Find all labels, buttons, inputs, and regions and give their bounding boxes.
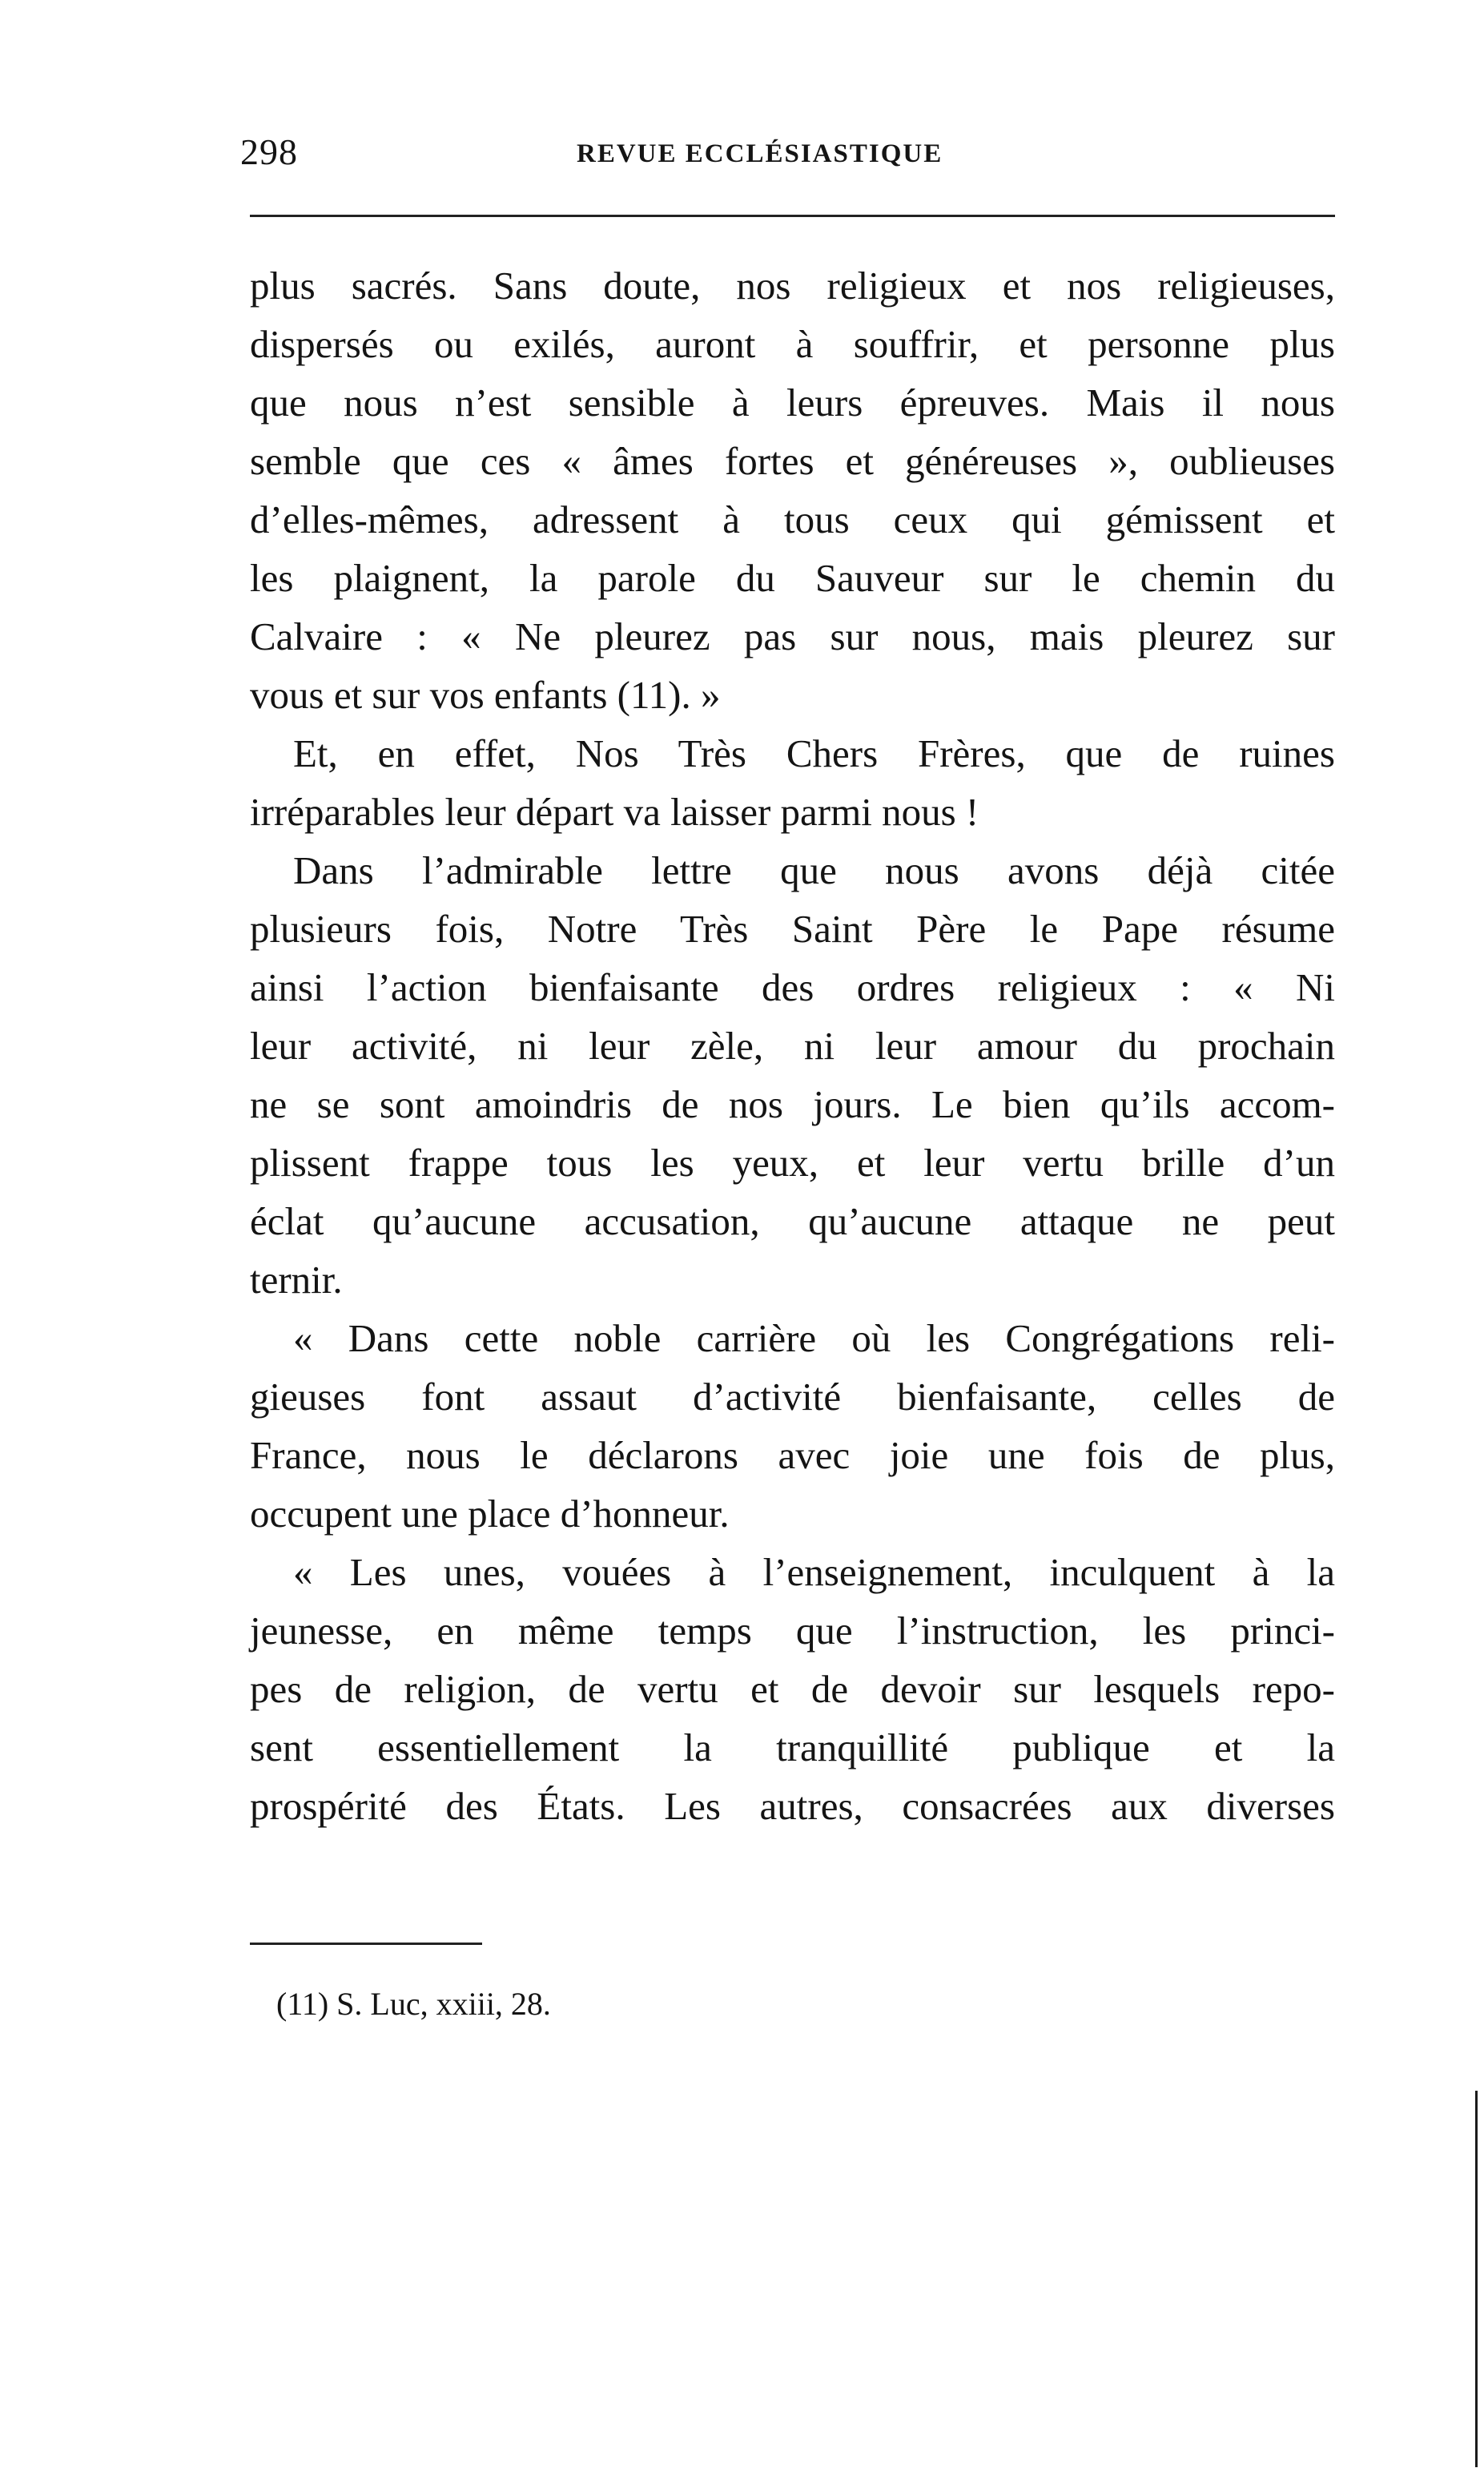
text-line: leur activité, ni leur zèle, ni leur amour du prochain	[250, 1024, 1335, 1068]
text-line: éclat qu’aucune accusation, qu’aucune attaque ne peut	[250, 1199, 1335, 1243]
text-line: plissent frappe tous les yeux, et leur vertu brille d’un	[250, 1141, 1335, 1185]
text-line: France, nous le déclarons avec joie une fois de plus,	[250, 1433, 1335, 1477]
text-line: prospérité des États. Les autres, consacrées aux diverses	[250, 1784, 1335, 1828]
text-line: irréparables leur départ va laisser parmi nous !	[250, 790, 979, 834]
header-rule	[250, 215, 1335, 217]
text-line: sent essentiellement la tranquillité publique et la	[250, 1725, 1335, 1769]
paragraph-start-line: Dans l’admirable lettre que nous avons déjà citée	[293, 848, 1335, 892]
page-number: 298	[240, 131, 298, 172]
body-text	[250, 256, 1335, 1835]
text-line: dispersés ou exilés, auront à souffrir, et personne plus	[250, 322, 1335, 366]
text-line: Calvaire : « Ne pleurez pas sur nous, mais pleurez sur	[250, 614, 1335, 658]
text-line: ainsi l’action bienfaisante des ordres religieux : « Ni	[250, 965, 1335, 1009]
running-title: REVUE ECCLÉSIASTIQUE	[577, 139, 943, 168]
footnote-rule	[250, 1943, 482, 1945]
text-line: d’elles-mêmes, adressent à tous ceux qui gémissent et	[250, 497, 1335, 542]
text-line: vous et sur vos enfants (11). »	[250, 673, 721, 717]
running-head	[240, 128, 1329, 176]
text-line: pes de religion, de vertu et de devoir sur lesquels repo-	[250, 1667, 1335, 1711]
text-line: plusieurs fois, Notre Très Saint Père le Pape résume	[250, 907, 1335, 951]
paragraph-start-line: « Les unes, vouées à l’enseignement, inculquent à la	[293, 1550, 1335, 1594]
text-line: gieuses font assaut d’activité bienfaisante, celles de	[250, 1375, 1335, 1419]
text-line: que nous n’est sensible à leurs épreuves. Mais il nous	[250, 380, 1335, 425]
text-line: plus sacrés. Sans doute, nos religieux et nos religieuses,	[250, 264, 1335, 308]
paragraph-start-line: Et, en effet, Nos Très Chers Frères, que de ruines	[293, 731, 1335, 775]
text-line: semble que ces « âmes fortes et généreuses », oublieuses	[250, 439, 1335, 483]
text-line: occupent une place d’honneur.	[250, 1492, 730, 1536]
paragraph-start-line: « Dans cette noble carrière où les Congrégations reli-	[293, 1316, 1335, 1360]
scan-edge-mark	[1475, 2091, 1478, 2467]
text-line: les plaignent, la parole du Sauveur sur le chemin du	[250, 556, 1335, 600]
text-line: ne se sont amoindris de nos jours. Le bien qu’ils accom-	[250, 1082, 1335, 1126]
text-line: jeunesse, en même temps que l’instruction, les princi-	[250, 1608, 1335, 1653]
text-line: ternir.	[250, 1258, 343, 1302]
footnote: (11) S. Luc, xxiii, 28.	[276, 1986, 551, 2022]
